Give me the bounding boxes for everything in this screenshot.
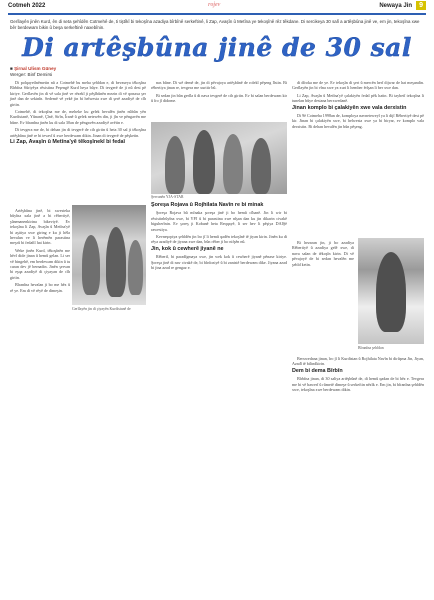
photo-portrait	[358, 238, 424, 344]
paragraph: Di 9ê Cotmeha 1998an de, komploya navneteweyî ya li dijî Rêbertiyê dest pê kir. Jinan bi çalakiyên xwe, bi helwesta xwe ya bi biryar, ev komplo vala derxistin. Bi dehan hevalên jin bûn pêşeng.	[292, 113, 424, 129]
paragraph: Berxwedana jinan, îro jî li Kurdistan û Rojhilata Navîn bi dirûşma Jin, Jiyan, Azadî tê bilindkirin.	[292, 356, 424, 367]
column-3-narrow	[292, 240, 354, 269]
column-1-lower	[10, 208, 70, 295]
figure-silhouette	[251, 138, 271, 194]
paragraph: Rêbertî, bi paradîgmaya xwe, jin wek kok û cewherê jiyanê pênase kiriye. Şoreşa jinê di nav civakê de, bi bîrdoziyê û bi zanistê berdewam dike. Jiyana azad bi jina azad re gengaz e.	[151, 254, 287, 271]
photo-women-fighters	[72, 205, 146, 305]
article-title: Di artêşbûna jinê de 30 sal	[22, 33, 412, 62]
figure-silhouette	[193, 130, 215, 194]
issue-date: Cotmeh 2022	[8, 3, 46, 9]
figure-silhouette	[376, 252, 406, 332]
figure-silhouette	[128, 240, 143, 295]
photo-group	[151, 122, 287, 194]
section-heading: Dem bi dema Bîrbîn	[292, 367, 343, 374]
paragraph: Bi hezaran jin, ji bo azadiya Rêbertiyê û azadiya gelê xwe, di nava salan de têkoşîn kirin. Di vê pêvajoyê de bi sedan hevalên me şehîd ketin.	[292, 240, 354, 267]
magazine-logo: rojev	[208, 2, 221, 8]
figure-silhouette	[82, 235, 100, 295]
column-2	[151, 80, 287, 106]
paragraph: Di polqayetînêmetin nû a Cotmehê bu meha şehîdan e, di bevaseya têkoşîna Bîrbîna Sûriyêya rêxistina Peşengê Kurd heya bûye. Di tevgerê de ji nû dest pê kiriye. Gerîlavên jin di vê sala jinê ve rêzekî ji pêşîbûnên mezin di vê qonaxa şer jinê dan de sekinîn. Sedemê vê yekê jin bi helwesta xwe di şerê azadiyê de cîh girtin.	[10, 80, 146, 107]
section-heading: Şoreşa Rojava û Rojhilata Navîn re bi minak	[151, 202, 264, 208]
header-rule	[8, 13, 426, 15]
figure-silhouette	[106, 227, 126, 297]
paragraph: Di tevgera me de, bi dehan jin di tevgerê de cih girtin û heta 30 sal ji têkoşîna artêşbûna jinê re bi tevavî û xwe berdewam dikin. Jinan di tevgerê de pêşketin.	[10, 127, 146, 138]
byline	[10, 66, 56, 78]
column-3	[292, 80, 424, 131]
paragraph: Bi sedan jin bûn gerîla û di nava tevgerê de cih girtin. Ev bi salan berdewam kir û îro jî didome.	[151, 92, 287, 104]
section-heading: Jinan komplo bi çalakiyên xwe vala derxistin	[292, 104, 407, 111]
paragraph: Artêşbûna jinê, bi xwesteka bûyîna xala jinê a bi rêbertiyê, şûnenanenkirina bikeviyê. Ev tekoşîna li Zap, Avaşîn û Metîna'yê bi aşitiya xwe giring e ku ji hêla hevalan ve li herêmên parastina meşrû bi fedaîtî hat kirin.	[10, 208, 70, 246]
paragraph: Bîrbîna jinan, di 30 saliya artêşbûnê de, di hemû qadan de bi hêz e. Tevgera me bi vê bawerî û rûmetê dimeşe û serkeftin nêzîk e. Em jin, bi bîranîna şehîdên xwe, tekoşîna xwe berdewam dikin.	[292, 376, 424, 393]
article-lead: Gerîlayên jinên Kurd, ên di seta şehîdên Cotmehê de, ti tiştîkî bi tekoşîna azadiya bîrbînê serkeftinê, li Zap, Avaşîn û Metîna ye tekoşînê rêz têkdane. Di sercikeya 30 salî a artêşbûna jinê ve, em jin, tekoşîna xwe bêr berdewam bikin û beşa serkeftinê naxebînin.	[10, 19, 420, 31]
paragraph: di dîroka me de ye. Ev tekoşîn di şert û mercên herî dijwar de hat meşandin. Gerîlayên jin bi vîna xwe ya xurt li hember êrîşan li ber xwe dan.	[292, 80, 424, 91]
publication-name: Newaya Jin	[379, 3, 412, 9]
page-header	[8, 0, 426, 13]
paragraph: Weke jinên Kurd, têkoşînên me hêvî dide jinan û hemû gelan. Li ser vê bingehê, em berdewam dikin û tu caran dev jê bernadin. Jinên şervan bi eşqa azadiyê di çiyayan de cîh girtin.	[10, 247, 70, 280]
author-name: ■ Şirnal Ulism Güney	[10, 66, 57, 71]
paragraph: Bîranîna hevalan ji bo me hêz û rê ye. Em di vê rêyê de dimeşin.	[10, 282, 70, 293]
column-3-lower	[292, 356, 424, 394]
paragraph: nas bûne. Di wê demê de, jin di pêvajoya artêşbûnê de rolekî pêşeng lîstin. Bi rêbertiya jinan re, tevgera me xurttir bû.	[151, 80, 287, 91]
photo-caption: Bîranîna şehîdan	[358, 346, 384, 350]
column-2-lower	[151, 203, 287, 272]
section-heading: Jin, kok û cewherê jiyanê ne	[151, 245, 224, 252]
paragraph: Cotmehê, di tekoşîna me de, meheke ku gelek hevalên jinên nûbûn yên Kurdistanê, Yûnanê, Çînê, Sirîn, Îranê û gelek netewên din, ji jîn ve pêngavên me bûne. Ev bîranîna jinên ku di sala 30an de pêngavên azadiyê avêtin e.	[10, 109, 146, 125]
figure-silhouette	[223, 134, 243, 194]
paragraph: Şoreşa Rojava bû mînaka şoreşa jinê ji bo hemû cîhanê. Jin li wir bi rêxistinbûyîna xwe, bi YPJ û bi parastina xwe nîşan dan ku jin dikarin civakê biguherînin. Ev şoreş ji Kobanê heta Reqqayê, li ser hev li pêşiya DAIŞê rawestiya.	[151, 210, 287, 232]
section-heading: Li Zap, Avaşîn û Metîna'yê têkoşînekî bi fedaî	[10, 139, 126, 146]
column-1	[10, 80, 146, 147]
page-number: 9	[416, 1, 426, 10]
translator-name: Werger: Binf Demirsi	[10, 72, 53, 77]
photo-caption: Şervanên YJA-STAR	[151, 195, 184, 199]
paragraph: Li Zap, Avaşîn û Metîna'yê çalakiyên fedaî pêk hatin. Bi taybetî tekoşîna li tunelan bûye destana berxwedanê.	[292, 92, 424, 104]
photo-caption: Gerîlayên jin di çiyayên Kurdistanê de	[72, 307, 131, 311]
paragraph: Kevneşopiya şehîdên jin îro jî li hemû qadên tekoşînê tê jiyan kirin. Jinên ku di rêya azadiyê de jiyana xwe dan, bûn rêber ji bo nifşên nû.	[151, 234, 287, 245]
figure-silhouette	[165, 136, 185, 194]
